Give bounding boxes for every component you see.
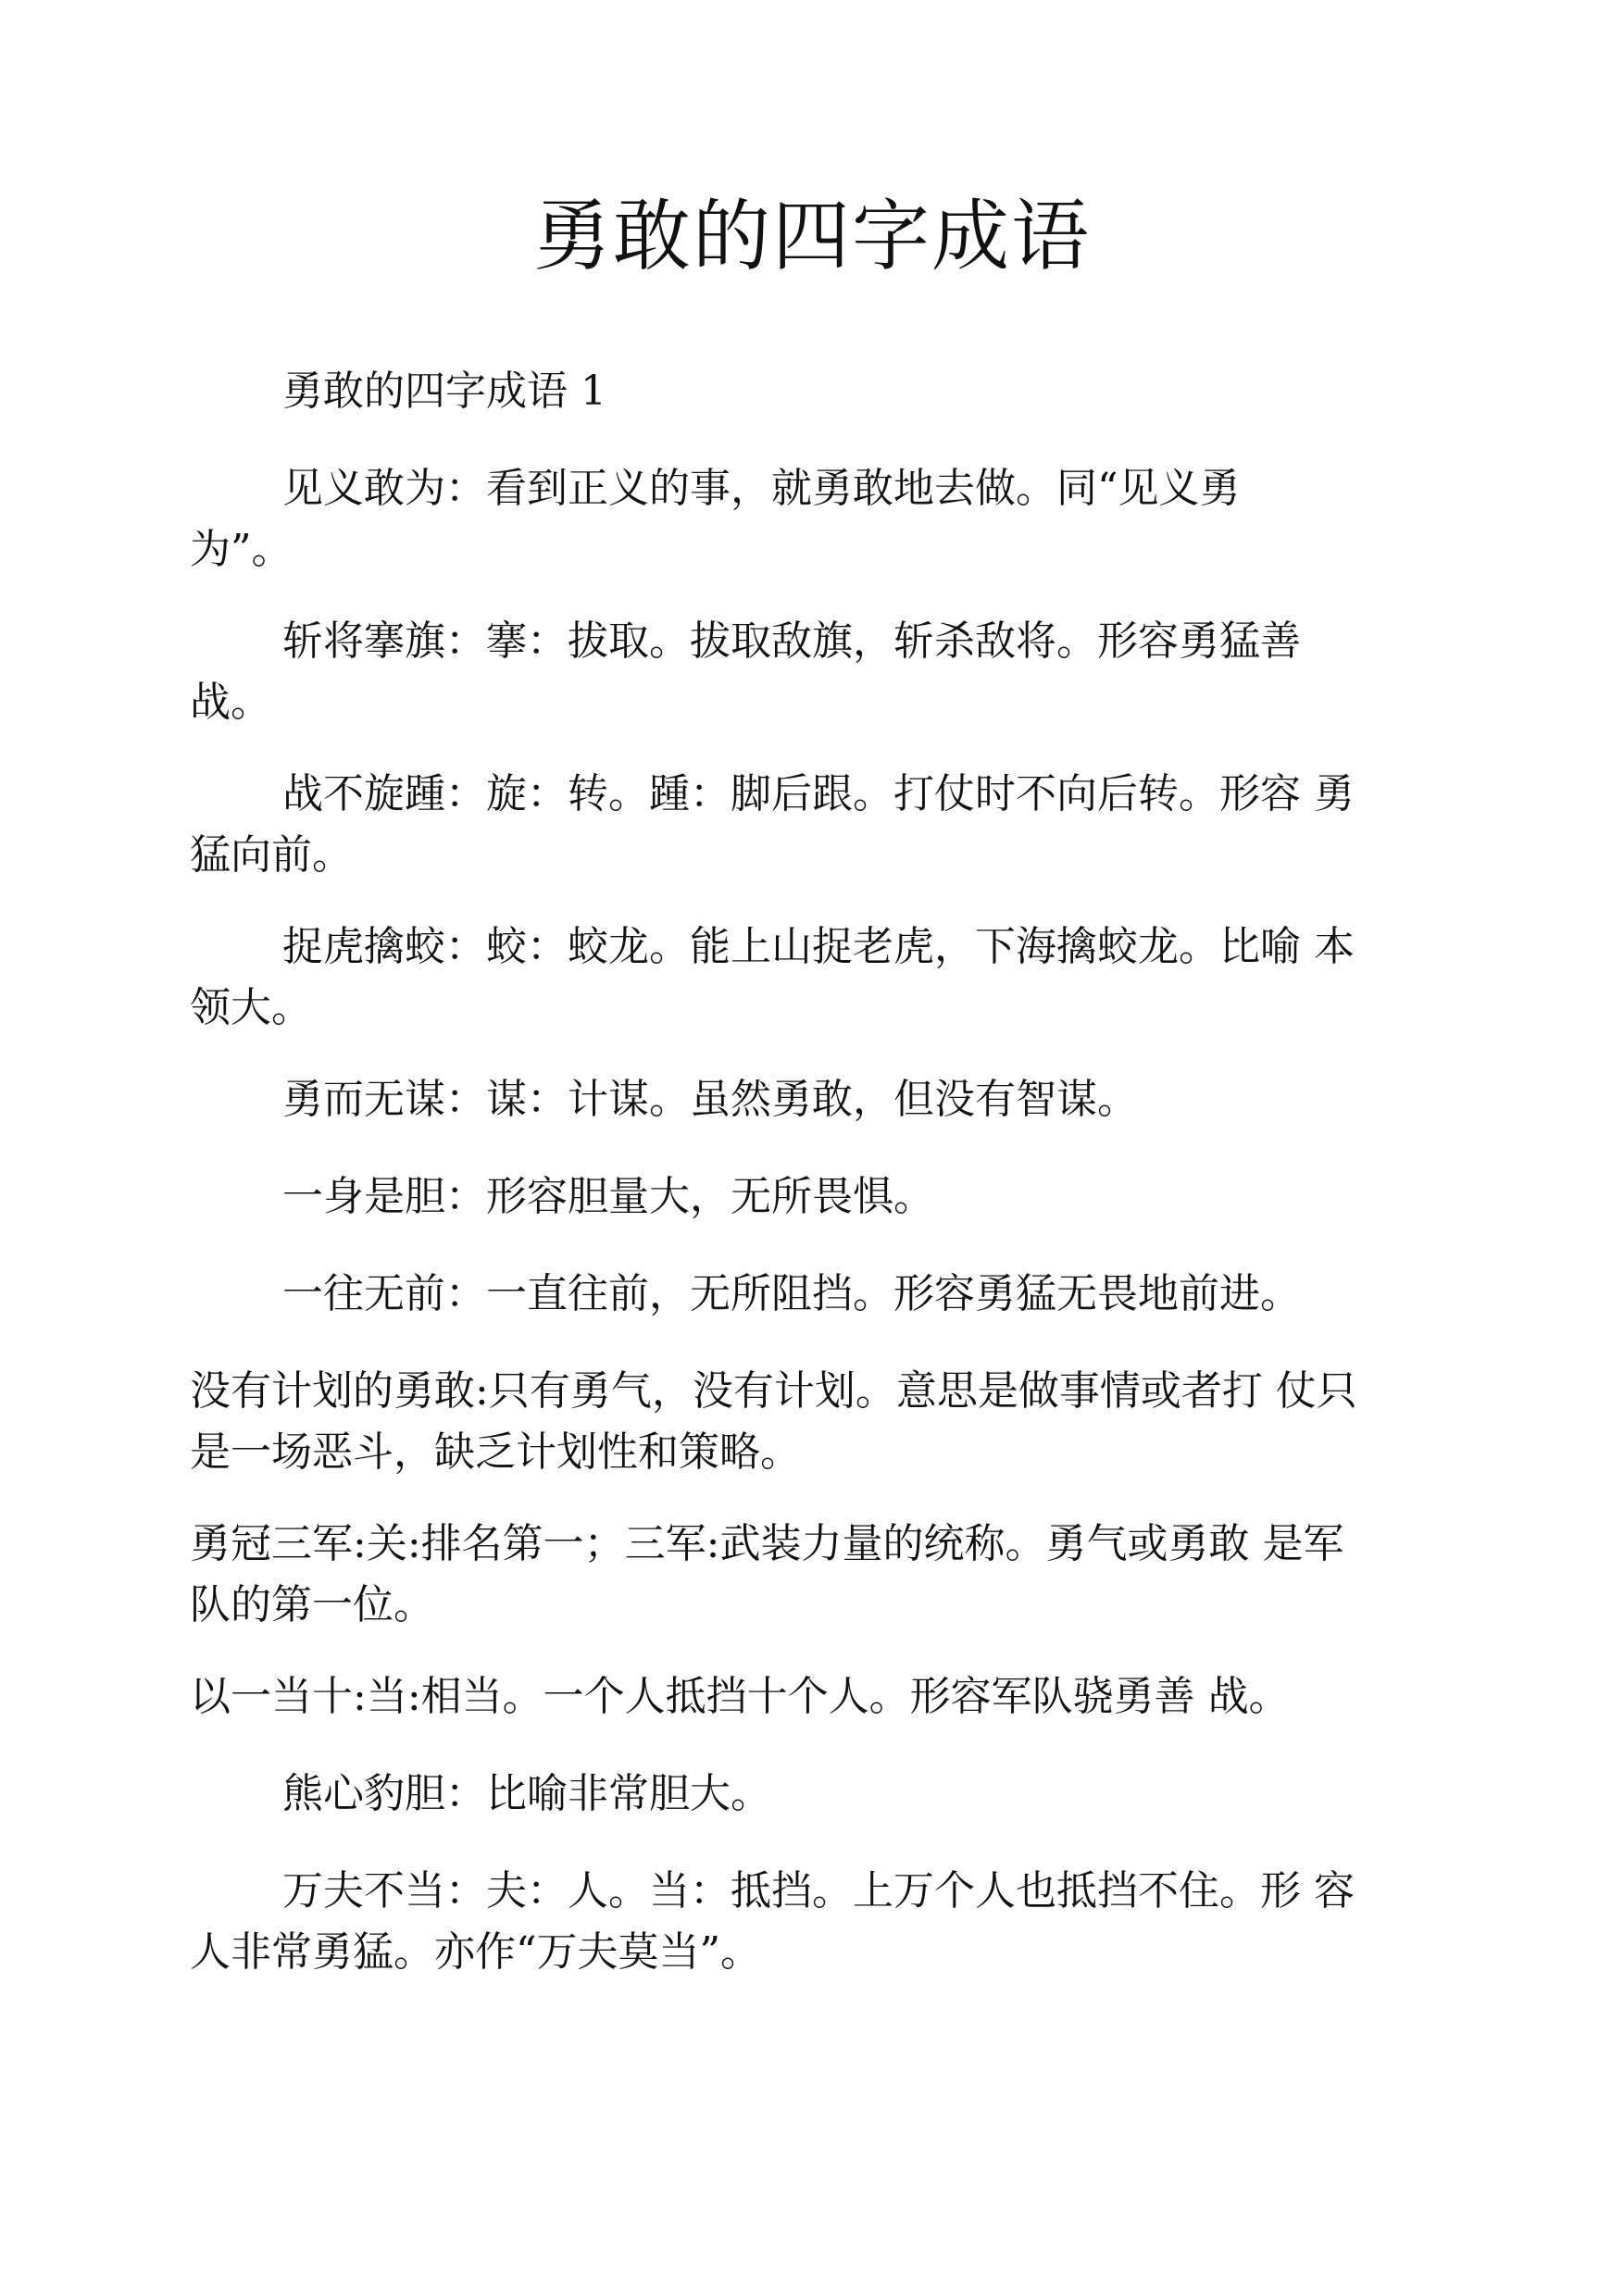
paragraph-zhanjiangqianqi	[190, 611, 1468, 733]
section-heading	[190, 361, 1468, 422]
paragraph-line: 斩将搴旗：搴：拔取。拔取敌旗，斩杀敌将。形容勇猛善	[282, 617, 1301, 665]
paragraph-line: 猛向前。	[190, 831, 353, 879]
paragraph-line: 队的第一位。	[190, 1581, 434, 1628]
paragraph-line: 没有计划的勇敢:只有勇气，没有计划。意思是做事情或者打 仗只	[190, 1367, 1357, 1415]
paragraph-yongerwumou	[190, 1069, 1468, 1130]
paragraph-xiongxinbaodan	[190, 1764, 1468, 1825]
paragraph-yishenshidan	[190, 1166, 1468, 1228]
paragraph-line: 一身是胆：形容胆量大，无所畏惧。	[282, 1173, 934, 1220]
paragraph-line: 熊心豹胆：比喻非常胆大。	[282, 1770, 771, 1817]
document-title: 勇敢的四字成语	[532, 191, 1091, 281]
paragraph-yiyidangshi	[190, 1666, 1468, 1727]
paragraph-line: 是一场恶斗，缺乏计划性和策略。	[190, 1428, 801, 1476]
paragraph-zhanbuxuanzhong	[190, 764, 1468, 886]
paragraph-jianyiganwei	[190, 458, 1468, 580]
paragraph-line: 万夫不当：夫：人。当：抵挡。上万个人也抵挡不住。形 容	[282, 1867, 1355, 1915]
paragraph-yongguansanjun	[190, 1514, 1468, 1636]
paragraph-meiyoujihua	[190, 1361, 1468, 1483]
paragraph-zhuohuqinjiao	[190, 917, 1468, 1039]
paragraph-line: 捉虎擒蛟：蛟：蛟龙。能上山捉老虎，下海擒蛟龙。比喻 本	[282, 923, 1355, 970]
paragraph-line: 一往无前：一直往前，无所阻挡。形容勇猛无畏地前进。	[282, 1270, 1301, 1317]
section-heading-text: 勇敢的四字成语 1	[282, 368, 606, 415]
paragraph-line: 人非常勇猛。亦作“万夫莫当”。	[190, 1928, 761, 1976]
paragraph-line: 战不旋踵：旋：转。踵：脚后跟。打仗时不向后转。形容 勇	[282, 770, 1355, 817]
paragraph-line: 勇冠三军:关:排名第一；三军:武装力量的统称。勇气或勇敢 是军	[190, 1520, 1344, 1567]
paragraph-wanfubudang	[190, 1861, 1468, 1983]
paragraph-line: 领大。	[190, 984, 312, 1031]
paragraph-line: 战。	[190, 679, 271, 726]
paragraph-line: 勇而无谋：谋：计谋。虽然勇敢，但没有智谋。	[282, 1076, 1138, 1123]
paragraph-line: 为”。	[190, 526, 293, 573]
paragraph-line: 以一当十:当:相当。一个人抵挡十个人。形容军队骁勇善 战。	[190, 1673, 1290, 1720]
paragraph-yiwangwuqian	[190, 1264, 1468, 1325]
paragraph-line: 见义敢为：看到正义的事，就勇敢地去做。同“见义勇	[282, 465, 1241, 512]
